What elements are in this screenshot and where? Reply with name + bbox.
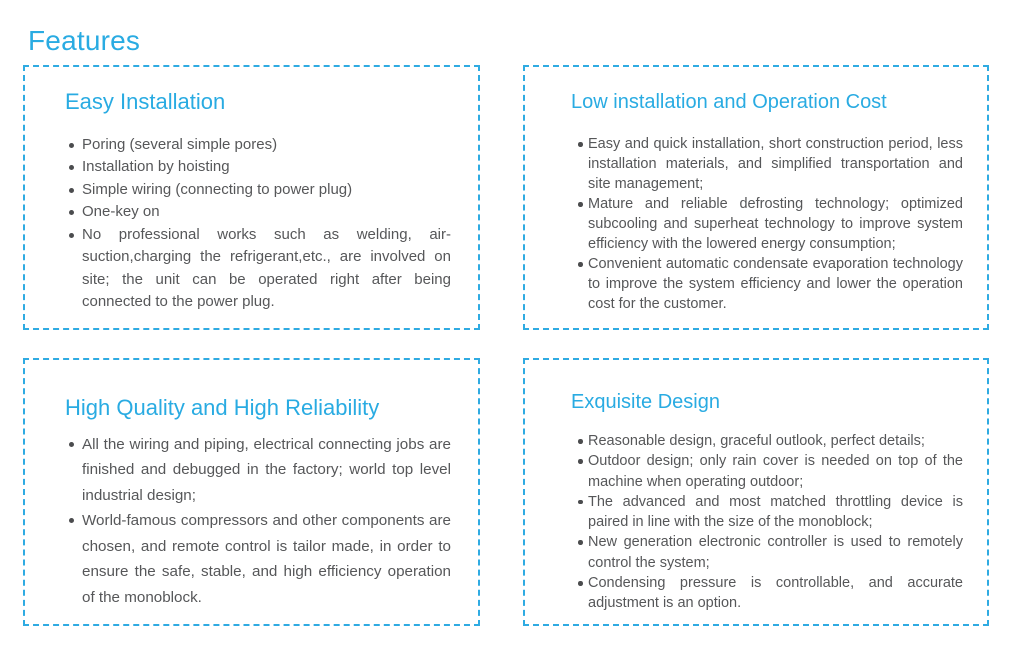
bullet-item: Condensing pressure is controllable, and accurate adjustment is an option. bbox=[588, 573, 963, 614]
bullet-item: Poring (several simple pores) bbox=[82, 134, 451, 157]
bullet-item: The advanced and most matched throttling device is paired in line with the size of the monoblock; bbox=[588, 492, 963, 533]
bullet-list bbox=[25, 432, 478, 611]
bullet-list bbox=[525, 134, 987, 314]
bullet-item: Reasonable design, graceful outlook, perfect details; bbox=[588, 431, 963, 451]
card-title: Exquisite Design bbox=[571, 391, 720, 413]
feature-card-easy-installation bbox=[23, 65, 480, 330]
bullet-list bbox=[25, 134, 478, 314]
bullet-item: Easy and quick installation, short construction period, less installation materials, and simplified transportation and site management; bbox=[588, 136, 963, 192]
feature-card-high-quality-high-reliability bbox=[23, 358, 480, 626]
bullet-item: No professional works such as welding, air-suction,charging the refrigerant,etc., are involved on site; the unit can be operated right after being connected to the power plug. bbox=[82, 224, 451, 314]
card-title: Low installation and Operation Cost bbox=[571, 91, 887, 113]
bullet-list bbox=[525, 431, 987, 614]
feature-card-exquisite-design bbox=[523, 358, 989, 626]
card-title: High Quality and High Reliability bbox=[65, 395, 380, 420]
bullet-item: World-famous compressors and other components are chosen, and remote control is tailor made, in order to ensure the safe, stable, and high efficiency operation of the monoblock. bbox=[82, 508, 451, 610]
bullet-item: Installation by hoisting bbox=[82, 156, 451, 179]
card-title: Easy Installation bbox=[65, 89, 226, 114]
bullet-item: All the wiring and piping, electrical connecting jobs are finished and debugged in the factory; world top level industrial design; bbox=[82, 432, 451, 509]
bullet-item: New generation electronic controller is used to remotely control the system; bbox=[588, 532, 963, 573]
bullet-item: Outdoor design; only rain cover is needed on top of the machine when operating outdoor; bbox=[588, 451, 963, 492]
bullet-item: Mature and reliable defrosting technology; optimized subcooling and superheat technology to improve system efficiency with the lowered energy consumption; bbox=[588, 196, 963, 252]
feature-card-low-installation-operation-cost bbox=[523, 65, 989, 330]
bullet-item: One-key on bbox=[82, 201, 451, 224]
page-title: Features bbox=[28, 24, 141, 56]
bullet-item: Convenient automatic condensate evaporation technology to improve the system efficiency and lower the operation cost for the customer. bbox=[588, 256, 963, 312]
bullet-item: Simple wiring (connecting to power plug) bbox=[82, 179, 451, 202]
